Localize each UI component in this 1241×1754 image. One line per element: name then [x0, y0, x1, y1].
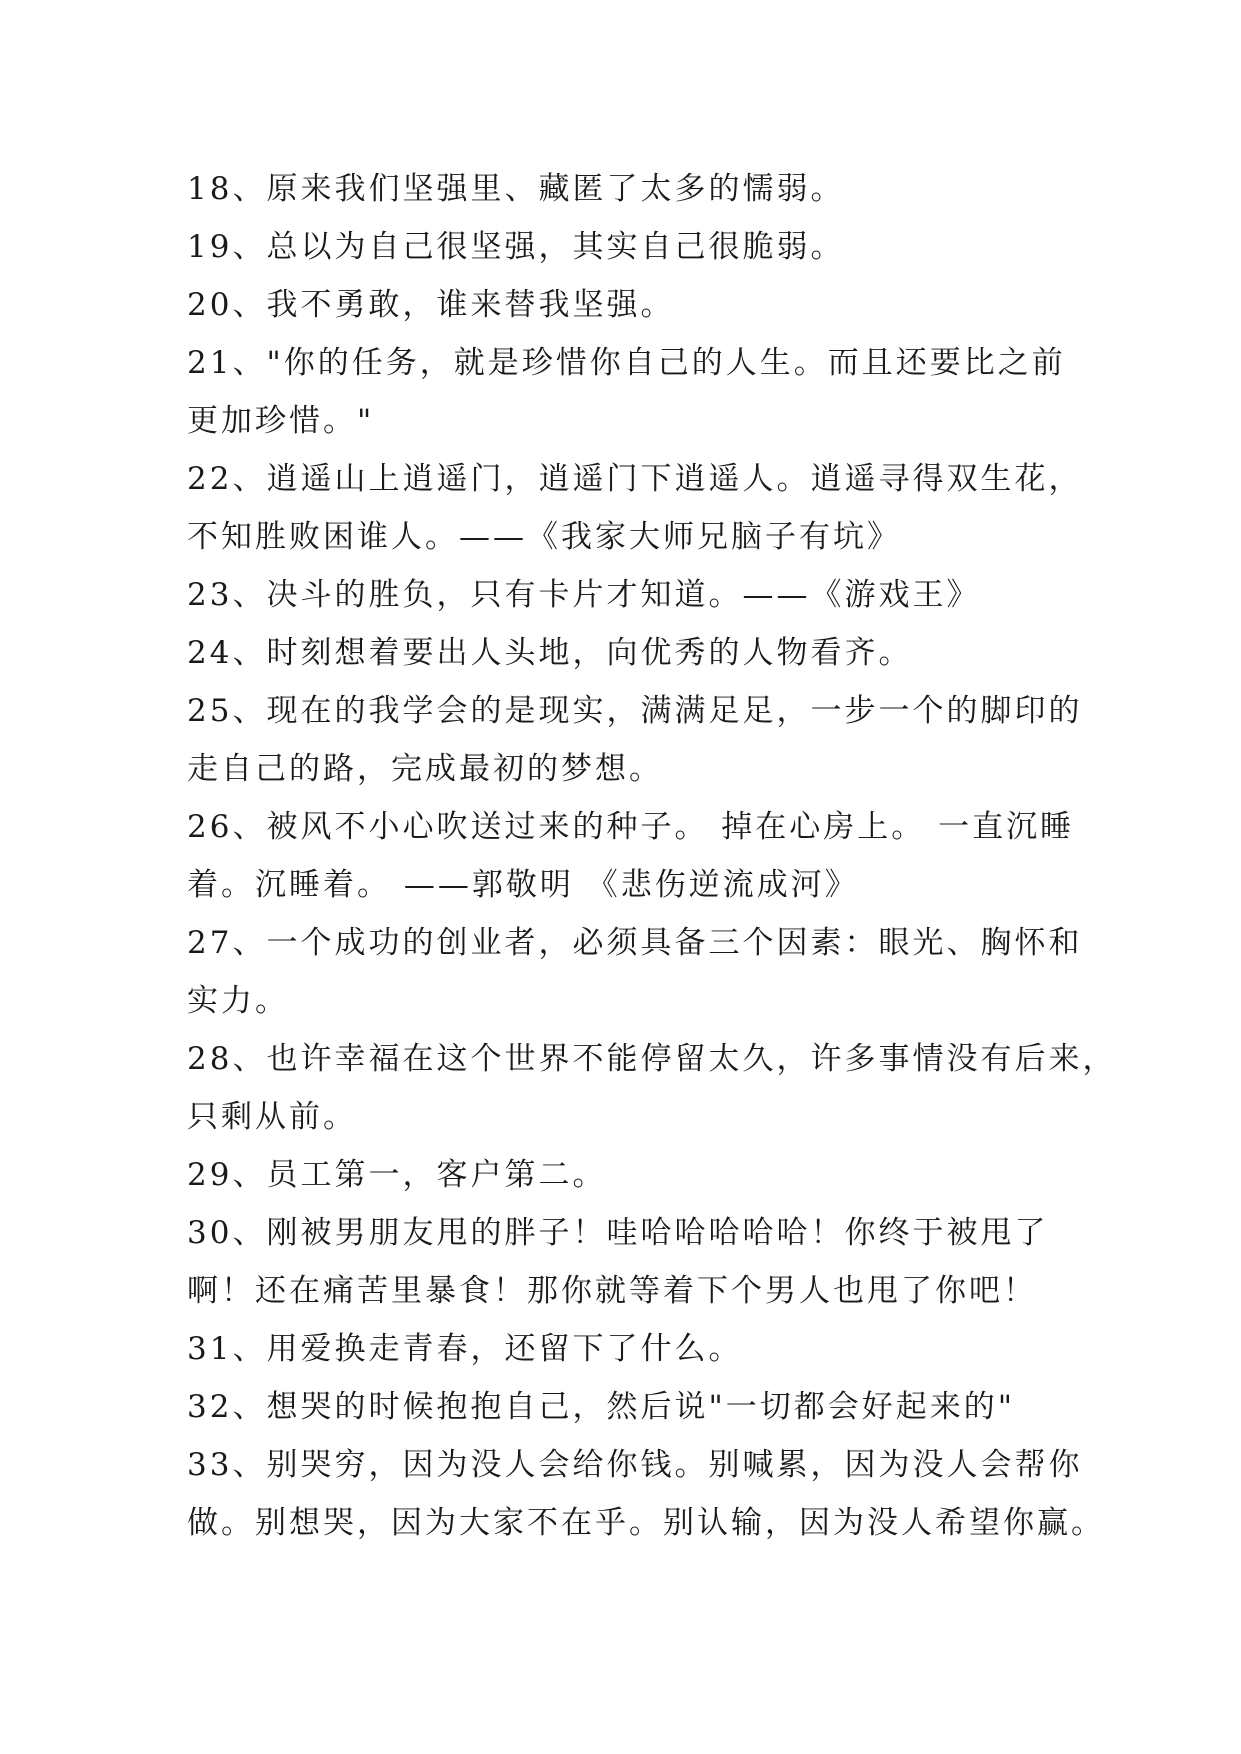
quote-list	[187, 160, 1117, 1552]
text-line: 25、现在的我学会的是现实，满满足足，一步一个的脚印的	[187, 693, 1083, 729]
text-line: 只剩从前。	[187, 1099, 357, 1135]
text-line: 18、原来我们坚强里、藏匿了太多的懦弱。	[187, 171, 845, 207]
text-line: 啊！还在痛苦里暴食！那你就等着下个男人也甩了你吧！	[187, 1273, 1037, 1309]
text-line: 实力。	[187, 983, 289, 1019]
text-line: 31、用爱换走青春，还留下了什么。	[187, 1331, 743, 1367]
text-line: 22、逍遥山上逍遥门，逍遥门下逍遥人。逍遥寻得双生花，	[187, 461, 1083, 497]
text-line: 26、被风不小心吹送过来的种子。 掉在心房上。 一直沉睡	[187, 809, 1075, 845]
text-line: 33、别哭穷，因为没人会给你钱。别喊累，因为没人会帮你	[187, 1447, 1083, 1483]
text-line: 28、也许幸福在这个世界不能停留太久，许多事情没有后来，	[187, 1041, 1117, 1077]
text-line: 27、一个成功的创业者，必须具备三个因素：眼光、胸怀和	[187, 925, 1083, 961]
text-line: 着。沉睡着。 ——郭敬明 《悲伤逆流成河》	[187, 867, 859, 903]
text-line: 不知胜败困谁人。——《我家大师兄脑子有坑》	[187, 519, 901, 555]
text-line: 30、刚被男朋友甩的胖子！哇哈哈哈哈哈！你终于被甩了	[187, 1215, 1049, 1251]
text-line: 做。别想哭，因为大家不在乎。别认输，因为没人希望你赢。	[187, 1505, 1105, 1541]
text-line: 走自己的路，完成最初的梦想。	[187, 751, 663, 787]
text-line: 32、想哭的时候抱抱自己，然后说"一切都会好起来的"	[187, 1389, 1015, 1425]
text-line: 29、员工第一，客户第二。	[187, 1157, 607, 1193]
text-line: 19、总以为自己很坚强，其实自己很脆弱。	[187, 229, 845, 265]
text-line: 23、决斗的胜负，只有卡片才知道。——《游戏王》	[187, 577, 981, 613]
text-line: 24、时刻想着要出人头地，向优秀的人物看齐。	[187, 635, 913, 671]
text-line: 20、我不勇敢，谁来替我坚强。	[187, 287, 675, 323]
text-line: 21、"你的任务，就是珍惜你自己的人生。而且还要比之前	[187, 345, 1066, 381]
text-line: 更加珍惜。"	[187, 403, 375, 439]
